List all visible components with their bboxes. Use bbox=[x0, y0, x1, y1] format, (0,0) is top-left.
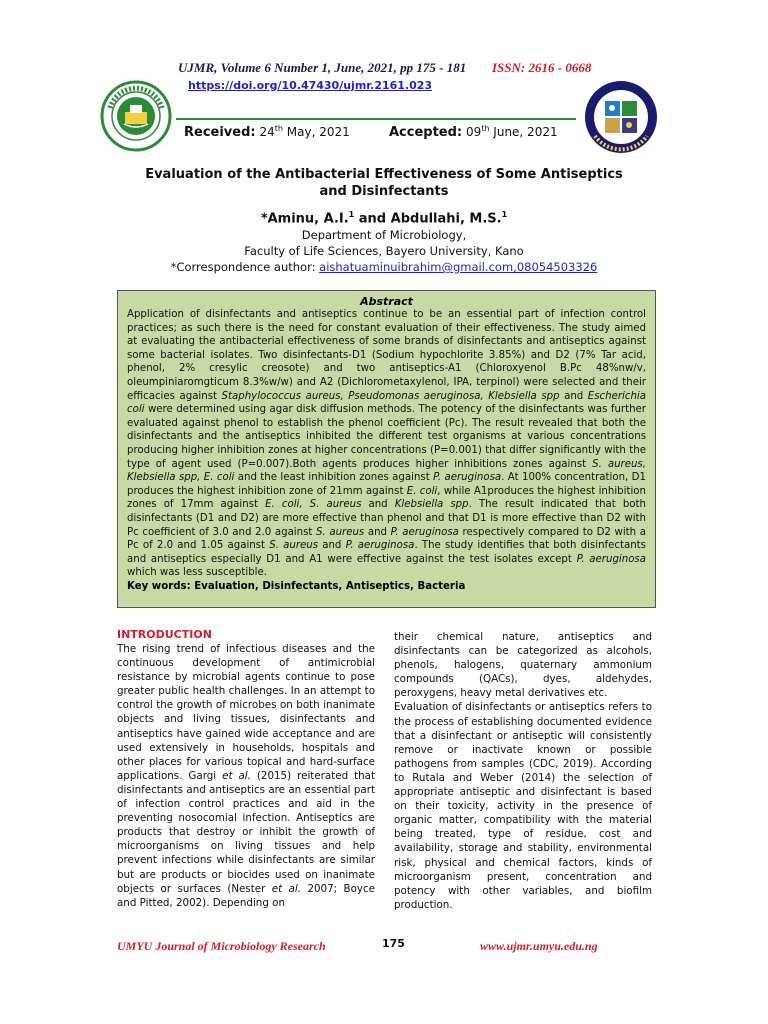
footer-website-link[interactable]: www.ujmr.umyu.edu.ng bbox=[480, 939, 598, 953]
paper-title: Evaluation of the Antibacterial Effectiveness of Some Antiseptics and Disinfectants bbox=[145, 167, 623, 199]
paragraph-categories: their chemical nature, antiseptics and disinfectants can be categorized as alcohols, phenols, halogens, quaternary ammonium compounds (QACs), dyes, aldehydes, peroxygens, heavy metal derivatives etc. bbox=[394, 631, 652, 700]
correspondence-email-link[interactable]: aishatuaminuibrahim@gmail.com,08054503326 bbox=[319, 260, 598, 274]
abstract-part: and the least inhibition zones against bbox=[234, 472, 434, 484]
accepted-date bbox=[389, 124, 558, 140]
species-name: P. aeruginosa bbox=[345, 540, 415, 552]
abstract-part: . The result indicated that both disinfectants (D1 and D2) are more effective than phenol and that D1 is more effective than D2 with Pc coefficient of 3.0 and 2.0 against bbox=[127, 499, 646, 538]
affiliation-faculty: Faculty of Life Sciences, Bayero University, Kano bbox=[244, 244, 524, 258]
received-rest: May, 2021 bbox=[286, 125, 350, 139]
journal-reference: UJMR, Volume 6 Number 1, June, 2021, pp 175 - 181 bbox=[178, 60, 467, 75]
author-and: and bbox=[354, 211, 391, 227]
introduction-heading: INTRODUCTION bbox=[117, 628, 212, 641]
species-name: S. aureus, Klebsiella spp, E. coli bbox=[127, 458, 646, 484]
received-day: 24 bbox=[259, 125, 275, 139]
correspondence-label: *Correspondence author: bbox=[170, 260, 320, 274]
page-number: 175 bbox=[382, 937, 405, 950]
received-label: Received: bbox=[184, 125, 256, 140]
university-logo bbox=[100, 78, 172, 154]
species-name: P. aeruginosa bbox=[390, 526, 459, 538]
species-name: P. aeruginosa bbox=[433, 472, 502, 484]
abstract-part: . At 100% concentration, D1 produces the highest inhibition zone of 21mm against bbox=[127, 472, 646, 497]
abstract-part: respectively compared to D2 with a Pc of 2.0 and 1.05 against bbox=[127, 526, 646, 552]
species-name: E. coli bbox=[406, 485, 438, 497]
paragraph-evaluation: Evaluation of disinfectants or antiseptics refers to the process of establishing documented evidence that a disinfectant or antiseptic will consistently remove or inactivate known or possible pathogens from samples (CDC, 2019). According to Rutala and Weber (2014) the selection of appropriate antiseptic and disinfectant is based on their toxicity, activity in the presence of organic matter, compatibility with the material being treated, type of residue, cost and availability, storage and stability, environmental risk, physical and chemical factors, kinds of microorganism present, concentration and potency with other variables, and biofilm production. bbox=[394, 701, 652, 911]
species-name: Escherichia coli bbox=[127, 390, 646, 416]
abstract-part: which was less susceptible. bbox=[127, 567, 268, 579]
body-column-right bbox=[394, 630, 652, 912]
intro-text: 2007; Boyce and Pitted, 2002). Depending on bbox=[117, 882, 375, 909]
footer-journal-name: UMYU Journal of Microbiology Research bbox=[117, 939, 326, 953]
intro-etal: et al. bbox=[271, 882, 302, 895]
affiliation bbox=[0, 227, 768, 275]
abstract-part: and bbox=[318, 540, 346, 552]
species-name: S. aureus bbox=[316, 526, 365, 538]
intro-text: The rising trend of infectious diseases and the continuous development of antimicrobial resistance by microbial agents continue to pose greater public health challenges. In an attempt to control the growth of microbes on both inanimate objects and living tissues, disinfectants and antiseptics have gained wide acceptance and are used extensively in households, hospitals and other places for various topical and hard-surface applications. Gargi bbox=[117, 643, 375, 782]
species-name: Staphylococcus aureus, Pseudomonas aeruginosa, Klebsiella spp bbox=[221, 390, 560, 402]
abstract-box bbox=[117, 290, 656, 608]
correspondence bbox=[0, 259, 768, 275]
author-2-affil: 1 bbox=[501, 210, 508, 219]
doi-link[interactable]: https://doi.org/10.47430/ujmr.2161.023 bbox=[188, 79, 433, 92]
issn: ISSN: 2616 - 0668 bbox=[492, 60, 592, 75]
body-column-left bbox=[117, 628, 375, 910]
introduction-paragraph bbox=[117, 642, 375, 910]
header-rule bbox=[176, 118, 576, 120]
author-2: Abdullahi, M.S. bbox=[390, 211, 502, 227]
intro-etal: et al. bbox=[222, 769, 251, 782]
abstract-part: and bbox=[559, 390, 588, 402]
abstract-heading: Abstract bbox=[360, 295, 413, 308]
keywords: Key words: Evaluation, Disinfectants, Antiseptics, Bacteria bbox=[127, 580, 466, 592]
species-name: E. coli, S. aureus bbox=[265, 499, 362, 511]
abstract-text bbox=[127, 308, 646, 580]
accepted-rest: June, 2021 bbox=[493, 125, 558, 139]
abstract-part: were determined using agar disk diffusion methods. The potency of the disinfectants was further evaluated against phenol to establish the phenol coefficient (Pc). The result revealed that both the disinfectants and the antiseptics inhibited the different test organisms at various concentrations producing higher inhibition zones at higher concentrations (P=0.001) that differ significantly with the type of agent used (P=0.007).Both agents produces higher inhibitions zones against bbox=[127, 404, 646, 470]
accepted-day: 09 bbox=[465, 125, 482, 139]
received-suffix: th bbox=[274, 124, 283, 133]
intro-text: (2015) reiterated that disinfectants and antiseptics are an essential part of infection control practices and aid in the preventing nosocomial infection. Antiseptics are products that destroy or inhibit the growth of microorganisms on living tissues and help prevent infections while disinfectants are similar but are products or biocides used on inanimate objects or surfaces (Nester bbox=[117, 769, 376, 895]
abstract-part: Application of disinfectants and antiseptics continue to be an essential part of infection control practices; as such there is the need for constant evaluation of their effectiveness. The study aimed at evaluating the antibacterial effectiveness of some brands of disinfectants and antiseptics against some bacterial isolates. Two disinfectants-D1 (Sodium hypochlorite 3.85%) and D2 (7% Tar acid, phenol, 2% cresylic creosote) and two antiseptics-A1 (Chloroxyenol B.Pc 48%nw/v, oleumpiniaromgticum 8.3%w/w) and A2 (Dichlorometaxylenol, IPA, terpinol) were selected and their efficacies against bbox=[127, 309, 646, 402]
author-1-affil: 1 bbox=[348, 210, 355, 219]
author-1: *Aminu, A.I. bbox=[260, 211, 349, 227]
abstract-part: and bbox=[361, 499, 395, 511]
accepted-suffix: th bbox=[481, 124, 490, 133]
author-list bbox=[0, 210, 768, 226]
affiliation-department: Department of Microbiology, bbox=[301, 228, 467, 242]
abstract-part: . The study identifies that both disinfectants and antiseptics especially D1 and A1 were effective against the test isolates except bbox=[127, 540, 646, 565]
species-name: S. aureus bbox=[269, 540, 319, 552]
species-name: Klebsiella spp bbox=[394, 499, 469, 511]
accepted-label: Accepted: bbox=[389, 125, 463, 140]
abstract-part: , while A1produces the highest inhibition zones of 17mm against bbox=[127, 485, 646, 511]
abstract-part: and bbox=[364, 526, 391, 538]
species-name: P. aeruginosa bbox=[576, 553, 646, 565]
received-date bbox=[184, 124, 350, 140]
journal-logo bbox=[583, 76, 659, 158]
